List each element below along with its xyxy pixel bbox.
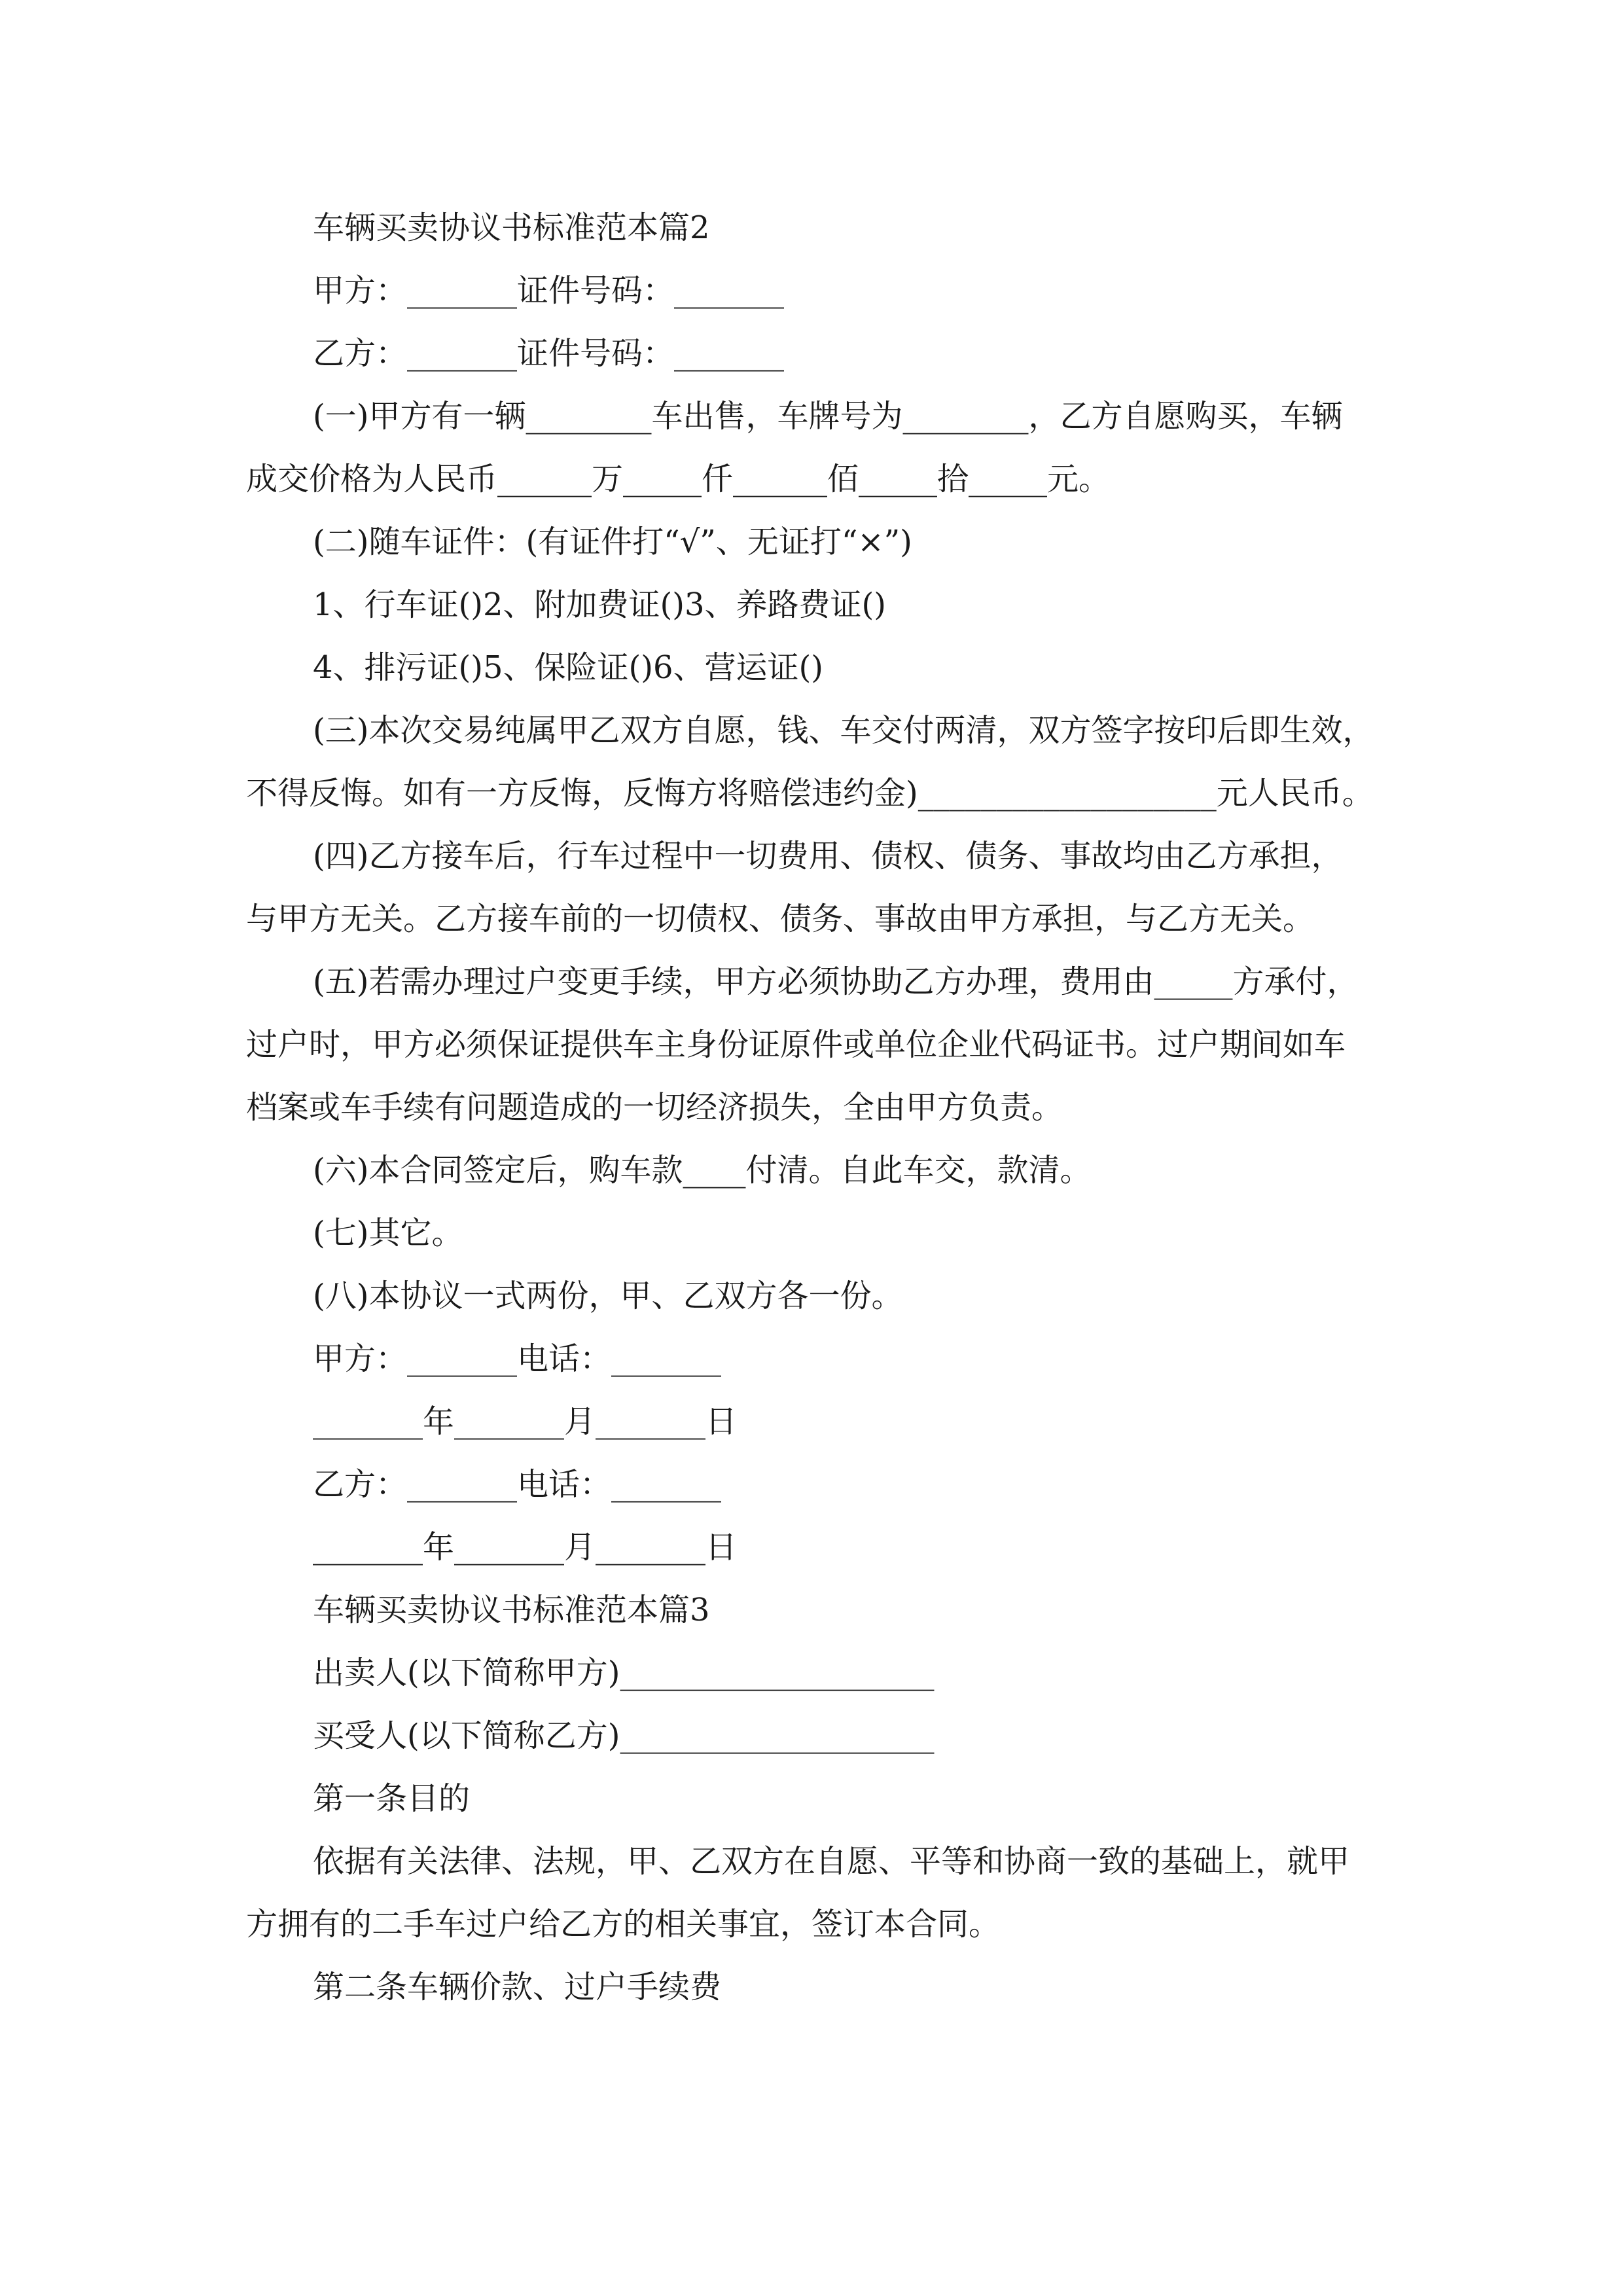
party-b-phone-line: 乙方：_______电话：_______: [313, 1466, 722, 1503]
party-a-date-line: _______年_______月_______日: [313, 1403, 738, 1440]
article-1-line-1: 依据有关法律、法规，甲、乙双方在自愿、平等和协商一致的基础上，就甲: [313, 1843, 1350, 1880]
buyer-line: 买受人(以下简称乙方)____________________: [313, 1717, 935, 1754]
article-2-heading: 第二条车辆价款、过户手续费: [313, 1969, 722, 2005]
documents-list-1: 1、行车证()2、附加费证()3、养路费证(): [313, 586, 886, 623]
clause-6-line: (六)本合同签定后，购车款____付清。自此车交，款清。: [313, 1152, 1092, 1189]
party-a-phone-line: 甲方：_______电话：_______: [313, 1340, 722, 1377]
clause-8-line: (八)本协议一式两份，甲、乙双方各一份。: [313, 1278, 903, 1314]
clause-3-line-2: 不得反悔。如有一方反悔，反悔方将赔偿违约金)___________________元人民币。: [246, 775, 1374, 812]
clause-7-line: (七)其它。: [313, 1215, 463, 1251]
clause-1-line-2: 成交价格为人民币______万_____仟______佰_____拾_____元。: [246, 461, 1111, 497]
party-b-id-line: 乙方：_______证件号码：_______: [313, 335, 785, 372]
article-1-line-2: 方拥有的二手车过户给乙方的相关事宜，签订本合同。: [246, 1906, 1001, 1943]
clause-5-line-1: (五)若需办理过户变更手续，甲方必须协助乙方办理，费用由_____方承付，: [313, 963, 1359, 1000]
section-title-2: 车辆买卖协议书标准范本篇2: [313, 209, 710, 246]
section-title-3: 车辆买卖协议书标准范本篇3: [313, 1592, 710, 1628]
party-b-date-line: _______年_______月_______日: [313, 1529, 738, 1566]
clause-5-line-2: 过户时，甲方必须保证提供车主身份证原件或单位企业代码证书。过户期间如车: [246, 1026, 1346, 1063]
documents-list-2: 4、排污证()5、保险证()6、营运证(): [313, 649, 823, 686]
seller-line: 出卖人(以下简称甲方)____________________: [313, 1655, 935, 1691]
clause-3-line-1: (三)本次交易纯属甲乙双方自愿，钱、车交付两清，双方签字按印后即生效，: [313, 712, 1374, 749]
clause-4-line-1: (四)乙方接车后，行车过程中一切费用、债权、债务、事故均由乙方承担，: [313, 838, 1343, 874]
article-1-heading: 第一条目的: [313, 1780, 471, 1817]
party-a-id-line: 甲方：_______证件号码：_______: [313, 272, 785, 309]
clause-2-line: (二)随车证件：(有证件打“√”、无证打“×”): [313, 524, 912, 560]
clause-1-line-1: (一)甲方有一辆________车出售，车牌号为________，乙方自愿购买，车辆: [313, 398, 1343, 435]
clause-4-line-2: 与甲方无关。乙方接车前的一切债权、债务、事故由甲方承担，与乙方无关。: [246, 901, 1315, 937]
clause-5-line-3: 档案或车手续有问题造成的一切经济损失，全由甲方负责。: [246, 1089, 1063, 1126]
